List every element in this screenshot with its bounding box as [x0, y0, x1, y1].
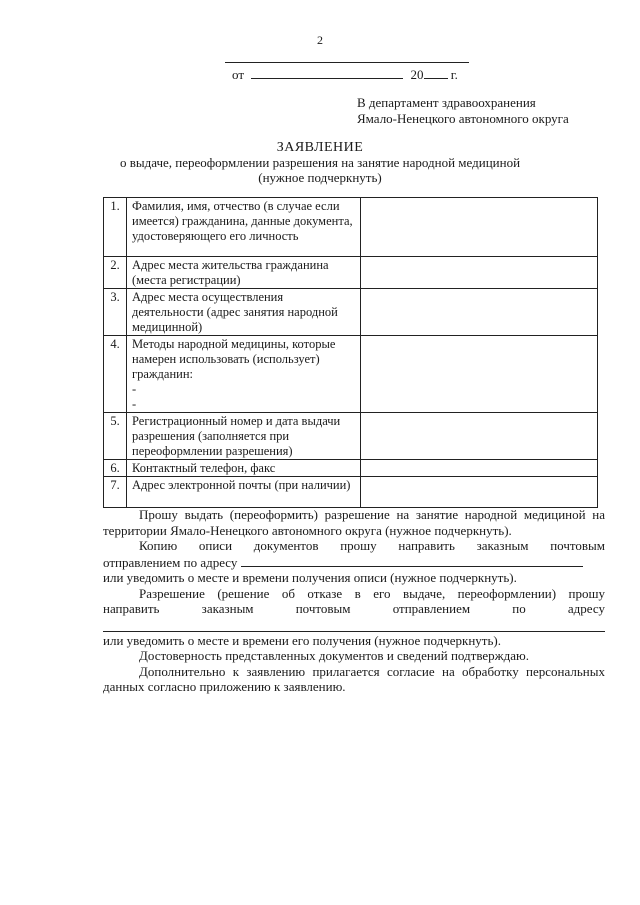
table-row: [104, 477, 598, 508]
consent-paragraph: Дополнительно к заявлению прилагается согласие на обработку персональных данных согласно приложению к заявлению.: [103, 663, 605, 694]
row-label: Регистрационный номер и дата выдачи разрешения (заполняется при переоформлении разрешения): [127, 413, 361, 460]
row-value-field[interactable]: [361, 460, 598, 477]
row-number: 4.: [104, 336, 127, 413]
table-row: [104, 257, 598, 289]
row-label: Адрес места осуществления деятельности (адрес занятия народной медицинной): [127, 289, 361, 336]
addressee-block: [357, 95, 569, 127]
row-label: Методы народной медицины, которые намерен использовать (использует) гражданин:: [132, 337, 336, 381]
date-prefix: от: [232, 67, 245, 82]
permit-address-field[interactable]: [103, 617, 605, 632]
permit-notify-line: или уведомить о месте и времени его получения (нужное подчеркнуть).: [103, 632, 501, 648]
copy-address-field[interactable]: [241, 554, 583, 567]
row-label: Фамилия, имя, отчество (в случае если имеется) гражданина, данные документа, удостоверяющего его личность: [127, 198, 361, 257]
confirmation-paragraph: Достоверность представленных документов и сведений подтверждаю.: [139, 648, 529, 663]
request-body: [103, 507, 605, 695]
copy-notify-line: или уведомить о месте и времени получения описи (нужное подчеркнуть).: [103, 570, 517, 585]
table-row: [104, 460, 598, 477]
application-form-table: [103, 197, 598, 508]
copy-request-line-1: Копию описи документов прошу направить заказным почтовым: [139, 538, 605, 553]
table-row: [104, 336, 598, 413]
copy-address-label: отправлением по адресу: [103, 554, 238, 570]
permit-request-line-2: направить заказным почтовым отправлением по адресу: [103, 601, 605, 616]
year-suffix: г.: [450, 67, 458, 82]
row-value-field[interactable]: [361, 289, 598, 336]
title-heading: ЗАЯВЛЕНИЕ: [276, 140, 364, 155]
top-divider-line: [225, 62, 469, 63]
date-field[interactable]: [251, 66, 403, 79]
table-row: [104, 413, 598, 460]
title-subtitle: о выдаче, переоформлении разрешения на занятие народной медициной: [119, 155, 521, 170]
year-prefix: 20: [410, 67, 424, 82]
page-number: 2: [317, 33, 323, 47]
method-dash: -: [132, 382, 137, 396]
row-number: 5.: [104, 413, 127, 460]
row-value-field[interactable]: [361, 198, 598, 257]
date-line: [232, 66, 458, 83]
addressee-line-2: Ямало-Ненецкого автономного округа: [357, 111, 569, 126]
request-paragraph: Прошу выдать (переоформить) разрешение на занятие народной медициной на территории Ямало-Ненецкого автономного округа (нужное подчеркнуть).: [103, 507, 605, 538]
row-value-field[interactable]: [361, 257, 598, 289]
row-label-cell: [127, 336, 361, 413]
method-dash: -: [132, 397, 137, 411]
method-list: [132, 382, 357, 412]
row-value-field[interactable]: [361, 477, 598, 508]
row-label: Адрес места жительства гражданина (места регистрации): [127, 257, 361, 289]
row-number: 2.: [104, 257, 127, 289]
title-note: (нужное подчеркнуть): [258, 170, 382, 185]
row-label: Контактный телефон, факс: [127, 460, 361, 477]
row-value-field[interactable]: [361, 336, 598, 413]
year-field[interactable]: [424, 66, 448, 79]
addressee-line-1: В департамент здравоохранения: [357, 95, 536, 110]
table-row: [104, 289, 598, 336]
row-number: 7.: [104, 477, 127, 508]
document-title: [0, 140, 640, 185]
row-number: 3.: [104, 289, 127, 336]
copy-request-line-2: [103, 554, 605, 571]
row-number: 6.: [104, 460, 127, 477]
permit-request-line-1: Разрешение (решение об отказе в его выдаче, переоформлении) прошу: [139, 585, 605, 601]
table-row: [104, 198, 598, 257]
row-number: 1.: [104, 198, 127, 257]
row-label: Адрес электронной почты (при наличии): [127, 477, 361, 508]
row-value-field[interactable]: [361, 413, 598, 460]
